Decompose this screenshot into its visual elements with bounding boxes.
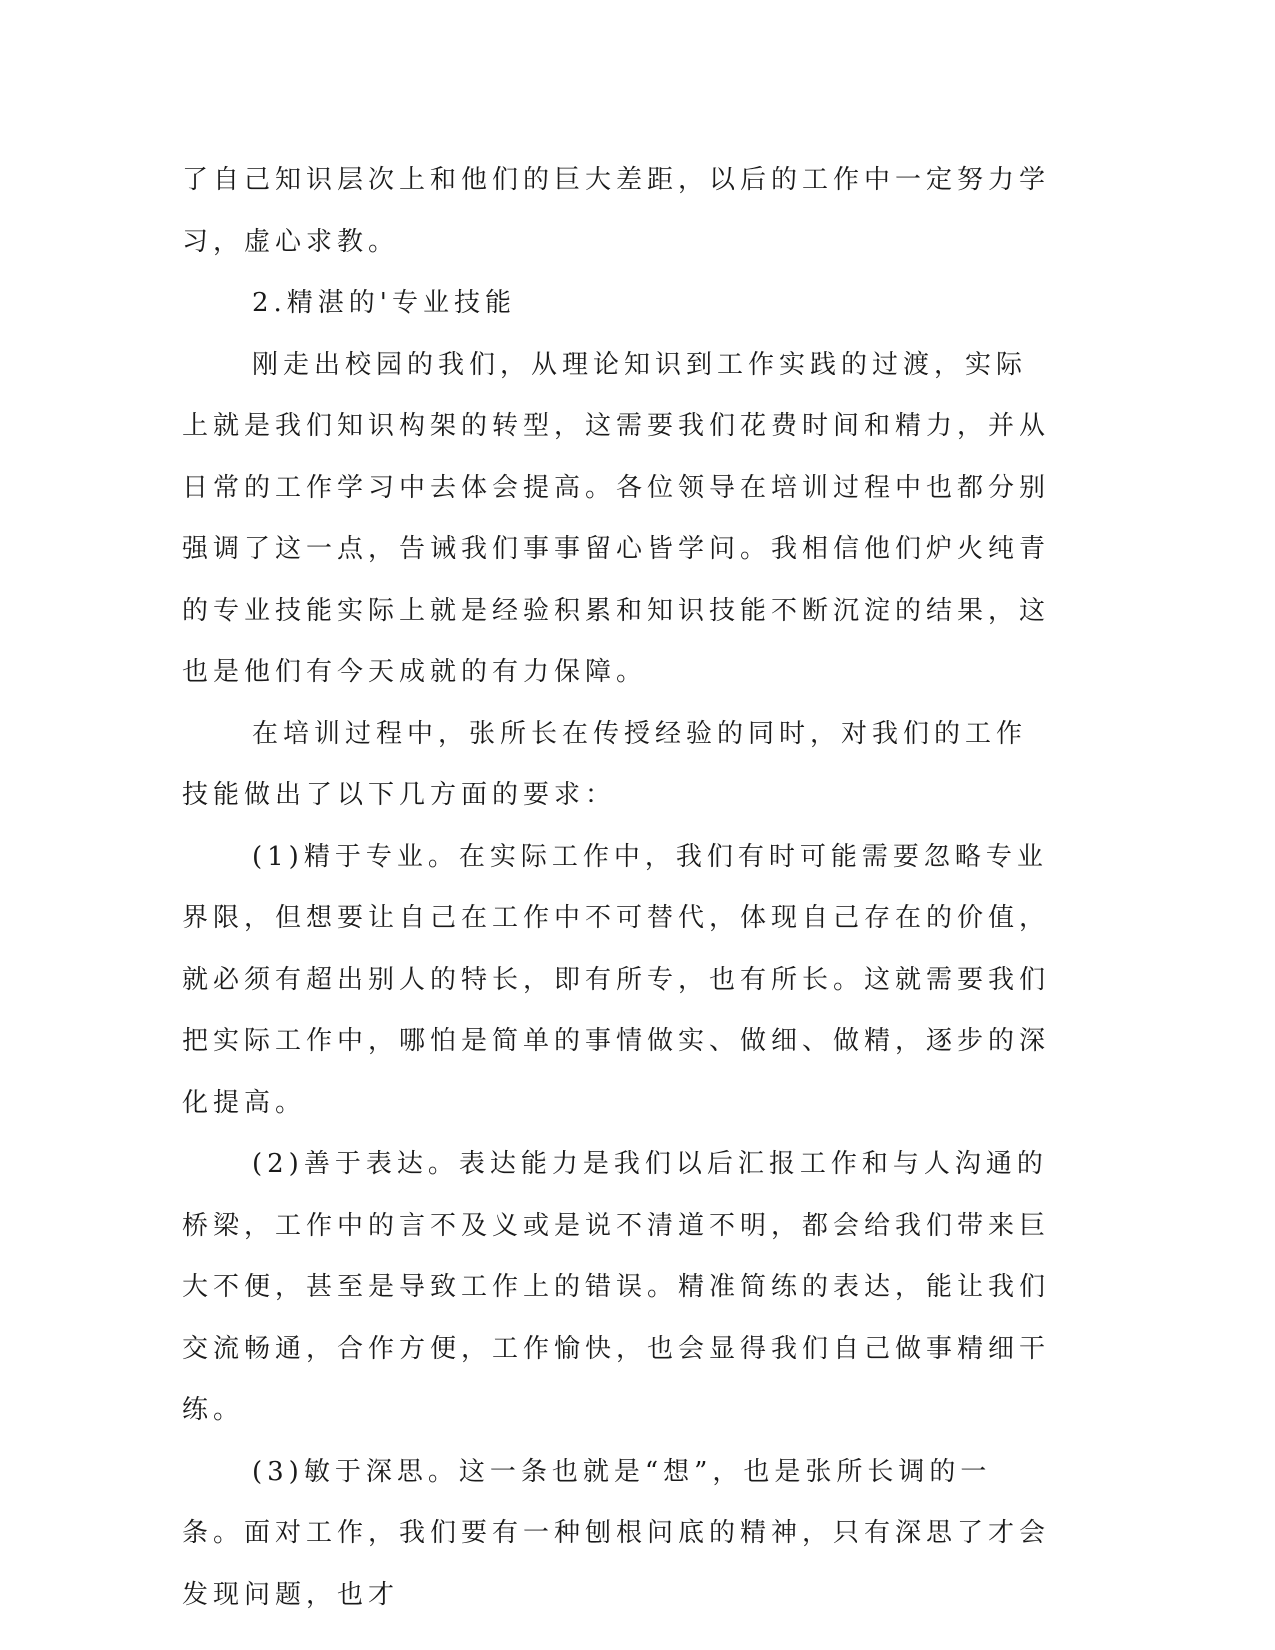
document-page (182, 150, 1052, 1626)
section-heading: 2.精湛的'专业技能 (252, 288, 516, 318)
list-item-paragraph: (2)善于表达。表达能力是我们以后汇报工作和与人沟通的桥梁，工作中的言不及义或是说不清道不明，都会给我们带来巨大不便，甚至是导致工作上的错误。精准简练的表达，能让我们交流畅通，合作方便，工作愉快，也会显得我们自己做事精细干练。 (182, 1149, 1051, 1425)
paragraph-body: 在培训过程中，张所长在传授经验的同时，对我们的工作技能做出了以下几方面的要求： (182, 718, 1028, 810)
paragraph-body: 刚走出校园的我们，从理论知识到工作实践的过渡，实际上就是我们知识构架的转型，这需要我们花费时间和精力，并从日常的工作学习中去体会提高。各位领导在培训过程中也都分别强调了这一点，告诫我们事事留心皆学问。我相信他们炉火纯青的专业技能实际上就是经验积累和知识技能不断沉淀的结果，这也是他们有今天成就的有力保障。 (182, 349, 1051, 687)
list-item-paragraph: (1)精于专业。在实际工作中，我们有时可能需要忽略专业界限，但想要让自己在工作中不可替代，体现自己存在的价值，就必须有超出别人的特长，即有所专，也有所长。这就需要我们把实际工作中，哪怕是简单的事情做实、做细、做精，逐步的深化提高。 (182, 841, 1051, 1118)
list-item-paragraph: (3)敏于深思。这一条也就是“想”，也是张所长调的一条。面对工作，我们要有一种刨根问底的精神，只有深思了才会发现问题，也才 (182, 1456, 1051, 1610)
paragraph-continuation: 了自己知识层次上和他们的巨大差距，以后的工作中一定努力学习，虚心求教。 (182, 165, 1051, 257)
